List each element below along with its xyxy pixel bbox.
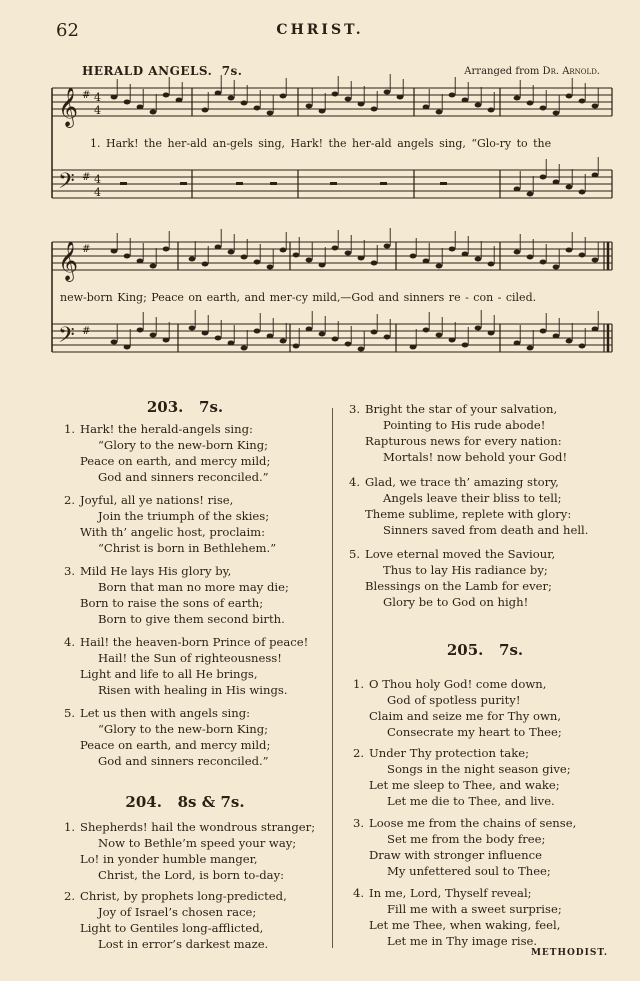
stanza-line: Rapturous news for every nation: <box>365 434 562 448</box>
hymn-203-stanza-4 <box>64 634 308 698</box>
notehead <box>566 185 573 190</box>
music-notation <box>0 0 640 400</box>
rest-symbol <box>440 182 447 185</box>
notehead <box>592 173 599 178</box>
notehead <box>137 328 144 333</box>
stanza-number: 3. <box>64 564 76 578</box>
notehead <box>579 344 586 349</box>
hymn-number: 204. <box>125 793 162 811</box>
stanza-line: Christ, the Lord, is born to-day: <box>98 868 285 882</box>
stanza-line: 2. Christ, by prophets long-predicted, <box>64 889 287 903</box>
notehead <box>111 340 118 345</box>
stanza-line: 4. Hail! the heaven-born Prince of peace! <box>64 635 309 649</box>
notehead <box>579 253 586 258</box>
stanza-line: Draw with stronger influence <box>369 848 542 862</box>
notehead <box>553 265 560 270</box>
notehead <box>371 261 378 266</box>
notehead <box>579 190 586 195</box>
notehead <box>202 108 209 113</box>
notehead <box>332 337 339 342</box>
page-number: 62 <box>56 20 79 41</box>
notehead <box>319 332 326 337</box>
stanza-line: 4. In me, Lord, Thyself reveal; <box>353 886 532 900</box>
notehead <box>475 326 482 331</box>
stanza-number: 3. <box>353 816 365 830</box>
hymn-meter: 8s & 7s. <box>177 793 245 811</box>
notehead <box>254 106 261 111</box>
hymn-203-heading <box>60 398 310 416</box>
music-symbol: 4 <box>94 186 101 199</box>
stanza-line: 3. Bright the star of your salvation, <box>349 402 558 416</box>
notehead <box>202 262 209 267</box>
hymn-204-stanza-1 <box>64 819 315 883</box>
notehead <box>293 344 300 349</box>
notehead <box>371 107 378 112</box>
notehead <box>566 339 573 344</box>
hymn-205-heading <box>350 641 620 659</box>
notehead <box>189 326 196 331</box>
stanza-line: Light to Gentiles long-afflicted, <box>80 921 264 935</box>
stanza-line: Lo! in yonder humble manger, <box>80 852 258 866</box>
stanza-line: Consecrate my heart to Thee; <box>387 725 562 739</box>
rest-symbol <box>120 182 127 185</box>
stanza-line: My unfettered soul to Thee; <box>387 864 551 878</box>
notehead <box>514 187 521 192</box>
notehead <box>163 93 170 98</box>
rest-symbol <box>270 182 277 185</box>
notehead <box>215 91 222 96</box>
notehead <box>280 339 287 344</box>
notehead <box>488 262 495 267</box>
stanza-number: 5. <box>64 706 76 720</box>
hymn-204-heading <box>60 793 310 811</box>
notehead <box>384 335 391 340</box>
stanza-line: Claim and seize me for Thy own, <box>369 709 562 723</box>
stanza-line: With th’ angelic host, proclaim: <box>80 525 266 539</box>
notehead <box>228 250 235 255</box>
rest-symbol <box>380 182 387 185</box>
stanza-line: Let me Thee, when waking, feel, <box>369 918 561 932</box>
hymn-number: 203. <box>146 398 184 416</box>
notehead <box>449 93 456 98</box>
notehead <box>228 341 235 346</box>
notehead <box>410 254 417 259</box>
notehead <box>436 333 443 338</box>
notehead <box>241 101 248 106</box>
stanza-line: 3. Mild He lays His glory by, <box>64 564 232 578</box>
notehead <box>579 99 586 104</box>
tune-meter: 7s. <box>221 64 243 78</box>
notehead <box>358 347 365 352</box>
music-symbol: # <box>82 172 91 183</box>
notehead <box>553 111 560 116</box>
notehead <box>345 97 352 102</box>
notehead <box>553 334 560 339</box>
hymn-205-stanza-4 <box>353 885 562 949</box>
notehead <box>423 105 430 110</box>
notehead <box>202 331 209 336</box>
stanza-number: 4. <box>64 635 76 649</box>
notehead <box>540 329 547 334</box>
notehead <box>111 95 118 100</box>
stanza-line: 2. Under Thy protection take; <box>353 746 530 760</box>
notehead <box>540 106 547 111</box>
stanza-line: Joy of Israel’s chosen race; <box>98 905 257 919</box>
notehead <box>462 252 469 257</box>
notehead <box>449 247 456 252</box>
notehead <box>514 250 521 255</box>
notehead <box>254 260 261 265</box>
notehead <box>566 248 573 253</box>
notehead <box>137 259 144 264</box>
hymn-meter: 7s. <box>499 641 524 659</box>
notehead <box>527 192 534 197</box>
stanza-line: Risen with healing in His wings. <box>98 683 288 697</box>
stanza-line: Blessings on the Lamb for ever; <box>365 579 552 593</box>
stanza-line: “Christ is born in Bethlehem.” <box>98 541 277 555</box>
stanza-line: 3. Loose me from the chains of sense, <box>353 816 577 830</box>
music-symbol: 𝄢 <box>58 169 75 199</box>
hymn-meter: 7s. <box>199 398 224 416</box>
notehead <box>397 95 404 100</box>
notehead <box>566 94 573 99</box>
stanza-line: Set me from the body free; <box>387 832 546 846</box>
notehead <box>410 345 417 350</box>
stanza-line: Born to raise the sons of earth; <box>80 596 264 610</box>
stanza-line: 1. Hark! the herald-angels sing: <box>64 422 253 436</box>
music-symbol: # <box>82 326 91 337</box>
stanza-number: 2. <box>64 493 76 507</box>
notehead <box>592 327 599 332</box>
tune-name: HERALD ANGELS. <box>82 64 213 78</box>
notehead <box>150 333 157 338</box>
notehead <box>358 256 365 261</box>
music-symbol: 4 <box>94 173 101 186</box>
stanza-line: God of spotless purity! <box>387 693 521 707</box>
notehead <box>553 180 560 185</box>
hymn-204-stanza-4 <box>349 474 588 538</box>
tune-lyric-line-1: 1. Hark! the her-ald an-gels sing, Hark! the her-ald angels sing, “Glo-ry to the <box>90 137 552 150</box>
stanza-number: 2. <box>64 889 76 903</box>
music-symbol: 4 <box>94 104 101 117</box>
hymn-203-stanza-3 <box>64 563 289 627</box>
notehead <box>306 104 313 109</box>
notehead <box>423 328 430 333</box>
notehead <box>319 263 326 268</box>
notehead <box>293 253 300 258</box>
stanza-line: Pointing to His rude abode! <box>383 418 546 432</box>
notehead <box>345 342 352 347</box>
notehead <box>371 330 378 335</box>
hymn-205-stanza-2 <box>353 745 571 809</box>
column-divider <box>332 408 333 948</box>
notehead <box>163 338 170 343</box>
stanza-line: Let me sleep to Thee, and wake; <box>369 778 560 792</box>
hymn-205-stanza-3 <box>353 815 576 879</box>
stanza-line: Born that man no more may die; <box>98 580 289 594</box>
stanza-number: 3. <box>349 402 361 416</box>
notehead <box>280 94 287 99</box>
hymn-203-stanza-1 <box>64 421 270 485</box>
stanza-line: Join the triumph of the skies; <box>98 509 270 523</box>
music-symbol: 𝄞 <box>58 87 79 127</box>
notehead <box>436 264 443 269</box>
notehead <box>306 258 313 263</box>
notehead <box>488 108 495 113</box>
footer-credit: METHODIST. <box>530 948 608 958</box>
notehead <box>124 100 131 105</box>
notehead <box>163 247 170 252</box>
stanza-line: Peace on earth, and mercy mild; <box>80 738 271 752</box>
stanza-line: Thus to lay His radiance by; <box>383 563 548 577</box>
hymn-204-stanza-2 <box>64 888 287 952</box>
notehead <box>306 327 313 332</box>
stanza-line: 4. Glad, we trace th’ amazing story, <box>349 475 559 489</box>
hymn-203-stanza-2 <box>64 492 276 556</box>
notehead <box>540 260 547 265</box>
notehead <box>267 265 274 270</box>
tune-lyric-line-2: new-born King; Peace on earth, and mer-cy mild,—God and sinners re - con - ciled. <box>60 291 537 304</box>
music-symbol: 𝄞 <box>58 241 79 281</box>
stanza-line: Let me die to Thee, and live. <box>387 794 555 808</box>
notehead <box>176 98 183 103</box>
stanza-line: Mortals! now behold your God! <box>383 450 568 464</box>
stanza-number: 5. <box>349 547 361 561</box>
notehead <box>384 244 391 249</box>
notehead <box>592 104 599 109</box>
stanza-number: 4. <box>349 475 361 489</box>
notehead <box>527 255 534 260</box>
stanza-number: 1. <box>64 820 76 834</box>
rest-symbol <box>236 182 243 185</box>
stanza-number: 4. <box>353 886 365 900</box>
stanza-line: God and sinners reconciled.” <box>98 470 269 484</box>
stanza-line: Now to Bethle’m speed your way; <box>98 836 297 850</box>
music-symbol: 4 <box>94 91 101 104</box>
hymn-number: 205. <box>446 641 484 659</box>
notehead <box>423 259 430 264</box>
stanza-line: 1. Shepherds! hail the wondrous stranger; <box>64 820 316 834</box>
notehead <box>540 175 547 180</box>
notehead <box>384 90 391 95</box>
notehead <box>319 109 326 114</box>
hymn-205-stanza-1 <box>353 676 562 740</box>
hymn-204-stanza-5 <box>349 546 555 610</box>
stanza-line: Hail! the Sun of righteousness! <box>98 651 282 665</box>
stanza-line: “Glory to the new-born King; <box>98 722 269 736</box>
stanza-line: Fill me with a sweet surprise; <box>387 902 562 916</box>
notehead <box>475 257 482 262</box>
stanza-line: Let me in Thy image rise. <box>387 934 538 948</box>
notehead <box>488 331 495 336</box>
notehead <box>267 111 274 116</box>
notehead <box>241 346 248 351</box>
hymn-204-stanza-3 <box>349 401 567 465</box>
notehead <box>189 257 196 262</box>
notehead <box>267 334 274 339</box>
stanza-line: 2. Joyful, all ye nations! rise, <box>64 493 234 507</box>
notehead <box>150 264 157 269</box>
notehead <box>215 245 222 250</box>
arranger-name: Dr. Arnold. <box>542 66 600 77</box>
stanza-line: Peace on earth, and mercy mild; <box>80 454 271 468</box>
stanza-line: 5. Love eternal moved the Saviour, <box>349 547 556 561</box>
notehead <box>449 338 456 343</box>
notehead <box>527 346 534 351</box>
stanza-line: “Glory to the new-born King; <box>98 438 269 452</box>
stanza-line: Angels leave their bliss to tell; <box>383 491 562 505</box>
notehead <box>462 343 469 348</box>
notehead <box>436 110 443 115</box>
stanza-line: Glory be to God on high! <box>383 595 529 609</box>
notehead <box>280 248 287 253</box>
stanza-number: 2. <box>353 746 365 760</box>
notehead <box>254 329 261 334</box>
notehead <box>358 102 365 107</box>
notehead <box>215 336 222 341</box>
stanza-line: God and sinners reconciled.” <box>98 754 269 768</box>
running-title: CHRIST. <box>276 22 364 38</box>
notehead <box>527 101 534 106</box>
rest-symbol <box>330 182 337 185</box>
notehead <box>345 251 352 256</box>
notehead <box>514 341 521 346</box>
stanza-line: Light and life to all He brings, <box>80 667 258 681</box>
notehead <box>124 345 131 350</box>
notehead <box>124 254 131 259</box>
stanza-number: 1. <box>353 677 365 691</box>
notehead <box>475 103 482 108</box>
notehead <box>150 110 157 115</box>
notehead <box>228 96 235 101</box>
music-symbol: 𝄢 <box>58 323 75 353</box>
notehead <box>332 246 339 251</box>
notehead <box>332 92 339 97</box>
stanza-line: Theme sublime, replete with glory: <box>365 507 572 521</box>
stanza-line: 5. Let us then with angels sing: <box>64 706 251 720</box>
music-symbol: # <box>82 244 91 255</box>
stanza-line: Sinners saved from death and hell. <box>383 523 589 537</box>
notehead <box>111 249 118 254</box>
notehead <box>592 258 599 263</box>
hymn-203-stanza-5 <box>64 705 270 769</box>
rest-symbol <box>180 182 187 185</box>
stanza-line: Songs in the night season give; <box>387 762 571 776</box>
notehead <box>514 96 521 101</box>
arranger-prefix: Arranged from <box>464 66 540 77</box>
notehead <box>137 105 144 110</box>
music-symbol: # <box>82 90 91 101</box>
stanza-line: Lost in error’s darkest maze. <box>98 937 269 951</box>
notehead <box>241 255 248 260</box>
notehead <box>462 98 469 103</box>
stanza-line: Born to give them second birth. <box>98 612 285 626</box>
stanza-number: 1. <box>64 422 76 436</box>
stanza-line: 1. O Thou holy God! come down, <box>353 677 547 691</box>
